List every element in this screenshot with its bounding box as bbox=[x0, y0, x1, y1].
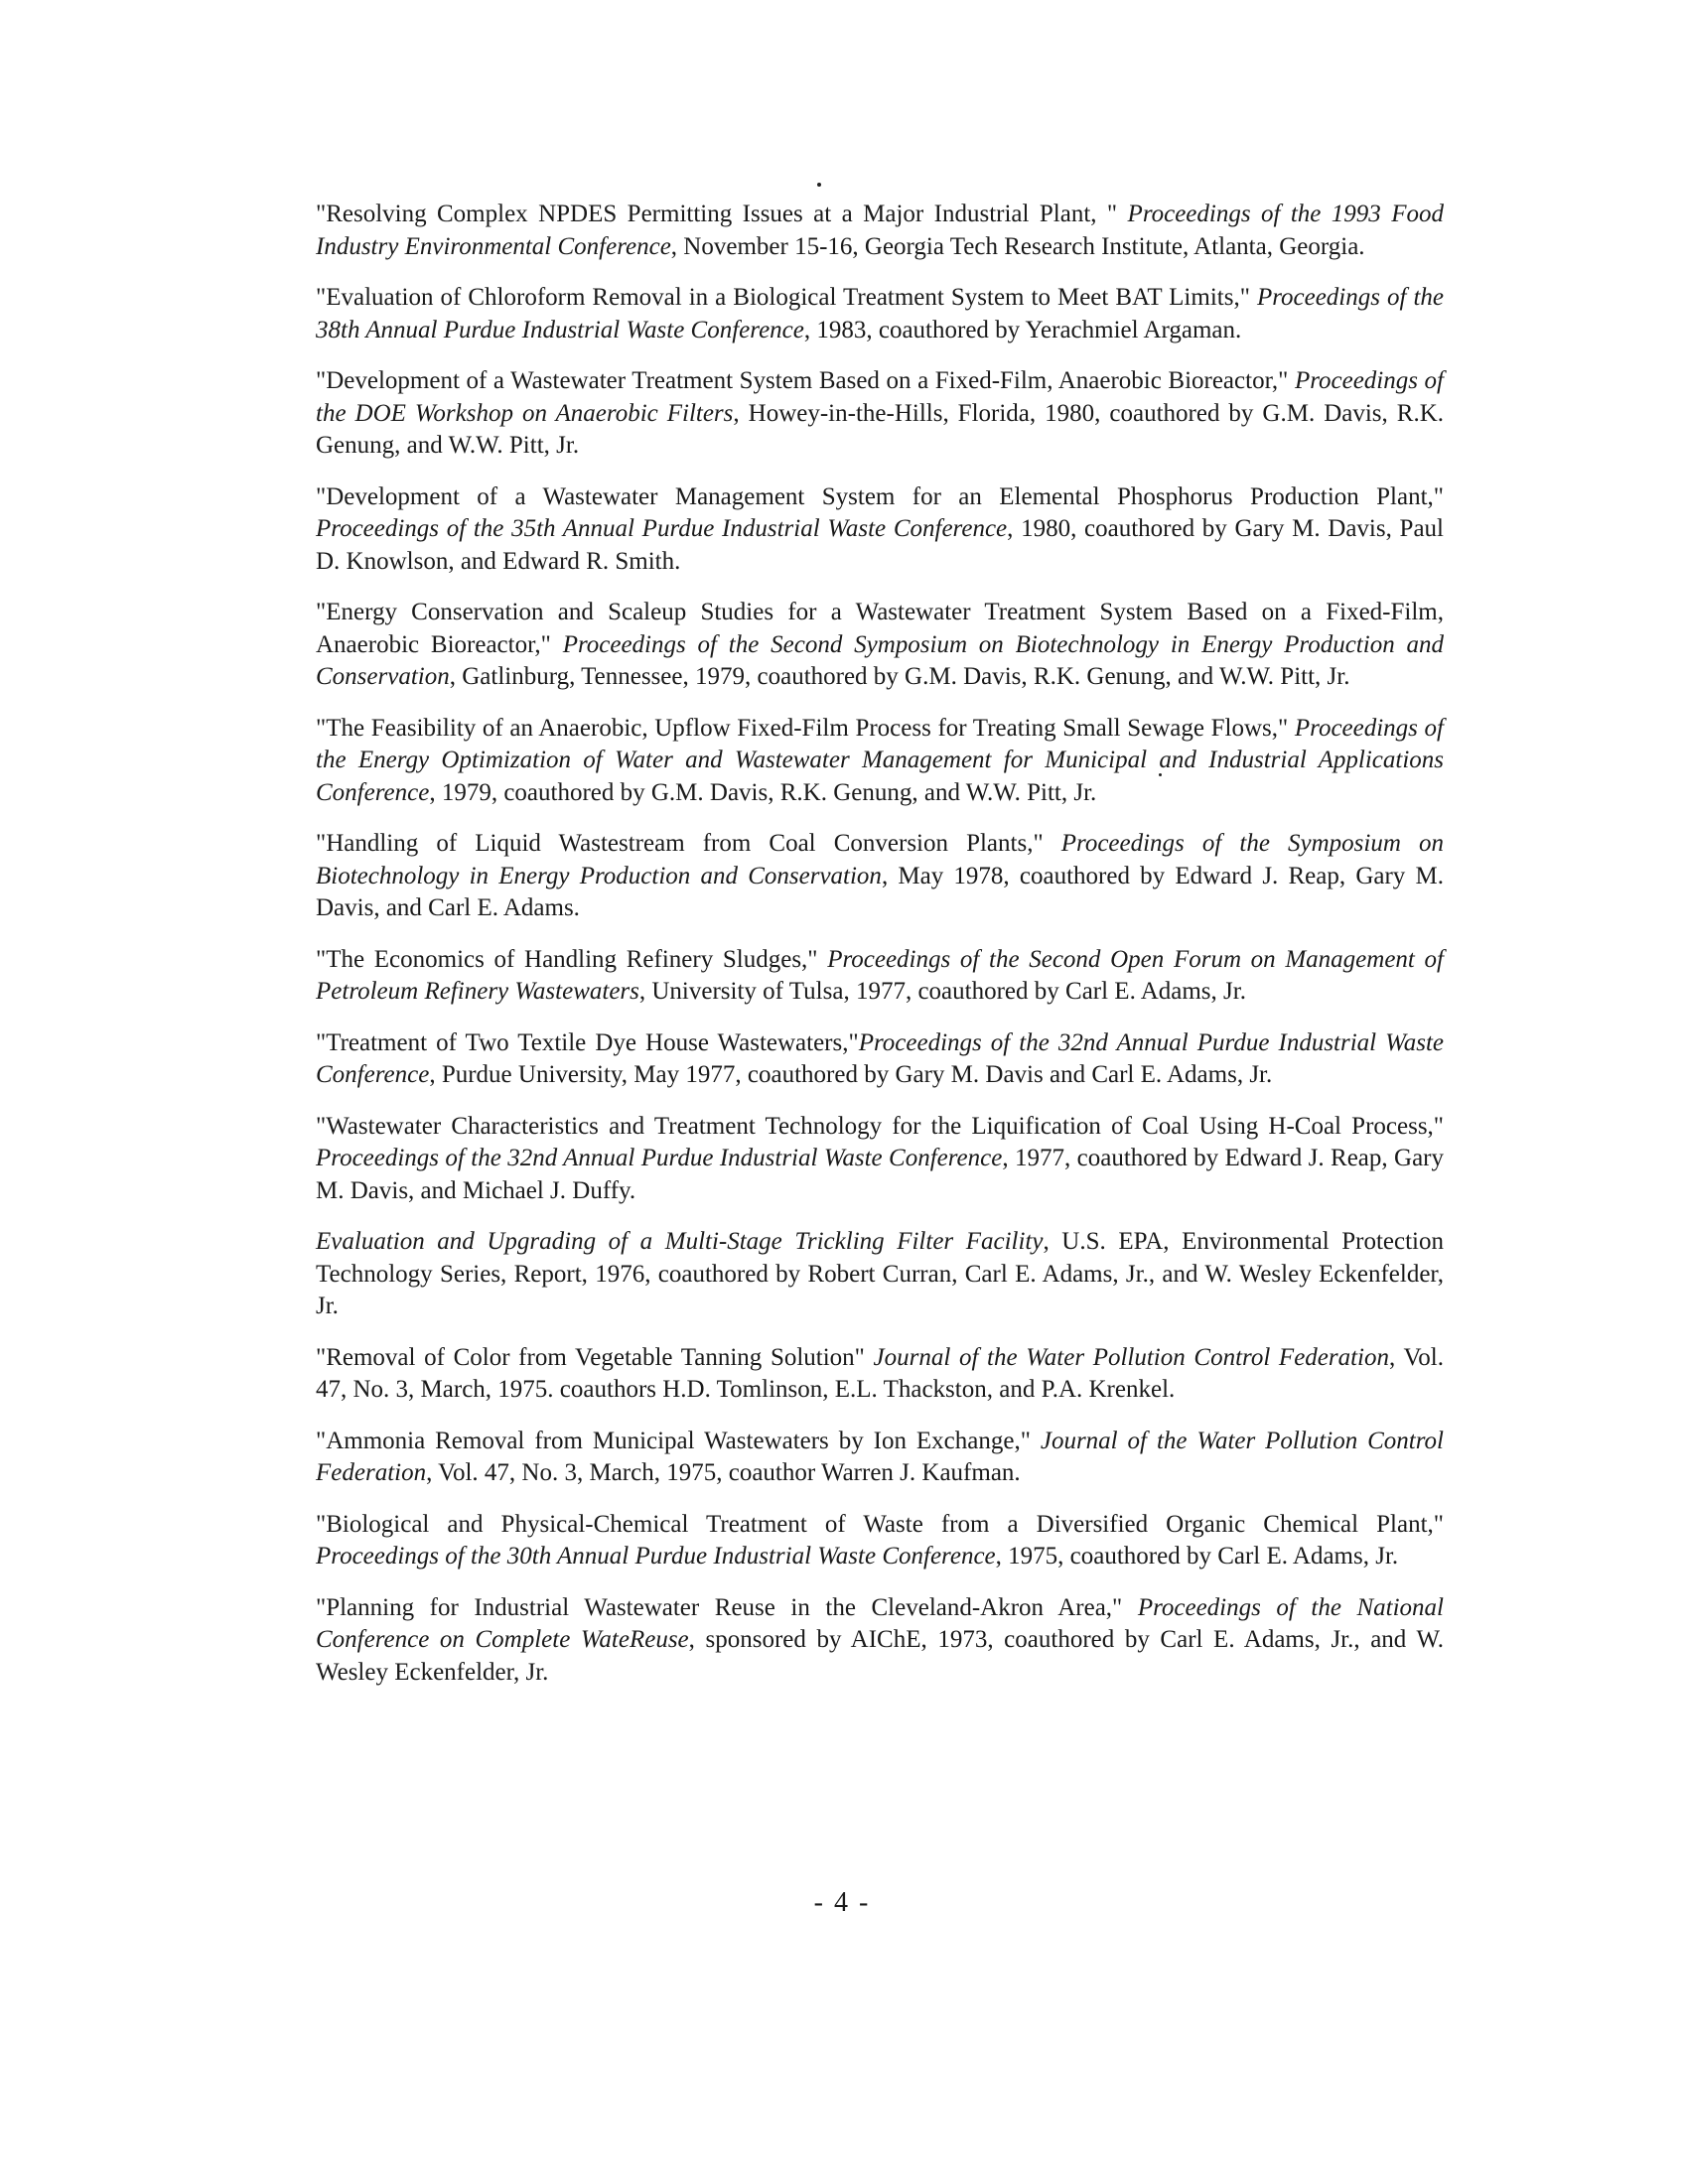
publication-entry: "Removal of Color from Vegetable Tanning Solution" Journal of the Water Pollution Control Federation, Vol. 47, No. 3, March, 1975. coauthors H.D. Tomlinson, E.L. Thackston, and P.A. Krenkel. bbox=[316, 1343, 1444, 1403]
scan-speck bbox=[817, 183, 821, 187]
publication-entry: "Handling of Liquid Wastestream from Coal Conversion Plants," Proceedings of the Symposium on Biotechnology in Energy Production and Conservation, May 1978, coauthored by Edward J. Reap, Gary M. Davis, and Carl E. Adams. bbox=[316, 830, 1445, 921]
publication-entry: "Treatment of Two Textile Dye House Wastewaters,"Proceedings of the 32nd Annual Purdue Industrial Waste Conference, Purdue University, May 1977, coauthored by Gary M. Davis and Carl E. Adams, Jr. bbox=[316, 1028, 1444, 1088]
publication-entry: "Resolving Complex NPDES Permitting Issues at a Major Industrial Plant, " Proceedings of the 1993 Food Industry Environmental Conference, November 15-16, Georgia Tech Research Institute, Atlanta, Georgia. bbox=[316, 201, 1444, 260]
publication-entry: "Ammonia Removal from Municipal Wastewaters by Ion Exchange," Journal of the Water Pollution Control Federation, Vol. 47, No. 3, March, 1975, coauthor Warren J. Kaufman. bbox=[316, 1427, 1444, 1486]
publication-entry: "Wastewater Characteristics and Treatment Technology for the Liquification of Coal Using H-Coal Process," Proceedings of the 32nd Annual Purdue Industrial Waste Conference, 1977, coauthored by Edward J. Reap, Gary M. Davis, and Michael J. Duffy. bbox=[316, 1112, 1445, 1204]
publication-entry: "Planning for Industrial Wastewater Reuse in the Cleveland-Akron Area," Proceedings of the National Conference on Complete WateReuse, sponsored by AIChE, 1973, coauthored by Carl E. Adams, Jr., and W. Wesley Eckenfelder, Jr. bbox=[316, 1593, 1444, 1686]
publication-entry: "Development of a Wastewater Management System for an Elemental Phosphorus Production Plant," Proceedings of the 35th Annual Purdue Industrial Waste Conference, 1980, coauthored by Gary M. Davis, Paul D. Knowlson, and Edward R. Smith. bbox=[316, 482, 1444, 575]
publication-entry: "The Feasibility of an Anaerobic, Upflow Fixed-Film Process for Treating Small Sewage Flows," Proceedings of the Energy Optimization of Water and Wastewater Management for Municipal and Industrial Applications Conference, 1979, coauthored by G.M. Davis, R.K. Genung, and W.W. Pitt, Jr. bbox=[316, 714, 1445, 806]
publication-entry: "Energy Conservation and Scaleup Studies for a Wastewater Treatment System Based on a Fixed-Film, Anaerobic Bioreactor," Proceedings of the Second Symposium on Biotechnology in Energy Production and Conservation, Gatlinburg, Tennessee, 1979, coauthored by G.M. Davis, R.K. Genung, and W.W. Pitt, Jr. bbox=[316, 599, 1444, 690]
publication-entry: "The Economics of Handling Refinery Sludges," Proceedings of the Second Open Forum on Management of Petroleum Refinery Wastewaters, University of Tulsa, 1977, coauthored by Carl E. Adams, Jr. bbox=[316, 945, 1444, 1005]
publication-entry: Evaluation and Upgrading of a Multi-Stage Trickling Filter Facility, U.S. EPA, Environmental Protection Technology Series, Report, 1976, coauthored by Robert Curran, Carl E. Adams, Jr., and W. Wesley Eckenfelder, Jr. bbox=[316, 1228, 1444, 1319]
publication-entry: "Biological and Physical-Chemical Treatment of Waste from a Diversified Organic Chemical Plant," Proceedings of the 30th Annual Purdue Industrial Waste Conference, 1975, coauthored by Carl E. Adams, Jr. bbox=[316, 1510, 1444, 1570]
publication-entry: "Development of a Wastewater Treatment System Based on a Fixed-Film, Anaerobic Bioreactor," Proceedings of the DOE Workshop on Anaerobic Filters, Howey-in-the-Hills, Florida, 1980, coauthored by G.M. Davis, R.K. Genung, and W.W. Pitt, Jr. bbox=[316, 367, 1445, 459]
publication-list bbox=[316, 199, 1444, 1707]
page-number: - 4 - bbox=[813, 1887, 871, 1918]
publication-entry: "Evaluation of Chloroform Removal in a Biological Treatment System to Meet BAT Limits," Proceedings of the 38th Annual Purdue Industrial Waste Conference, 1983, coauthored by Yerachmiel Argaman. bbox=[316, 284, 1445, 343]
